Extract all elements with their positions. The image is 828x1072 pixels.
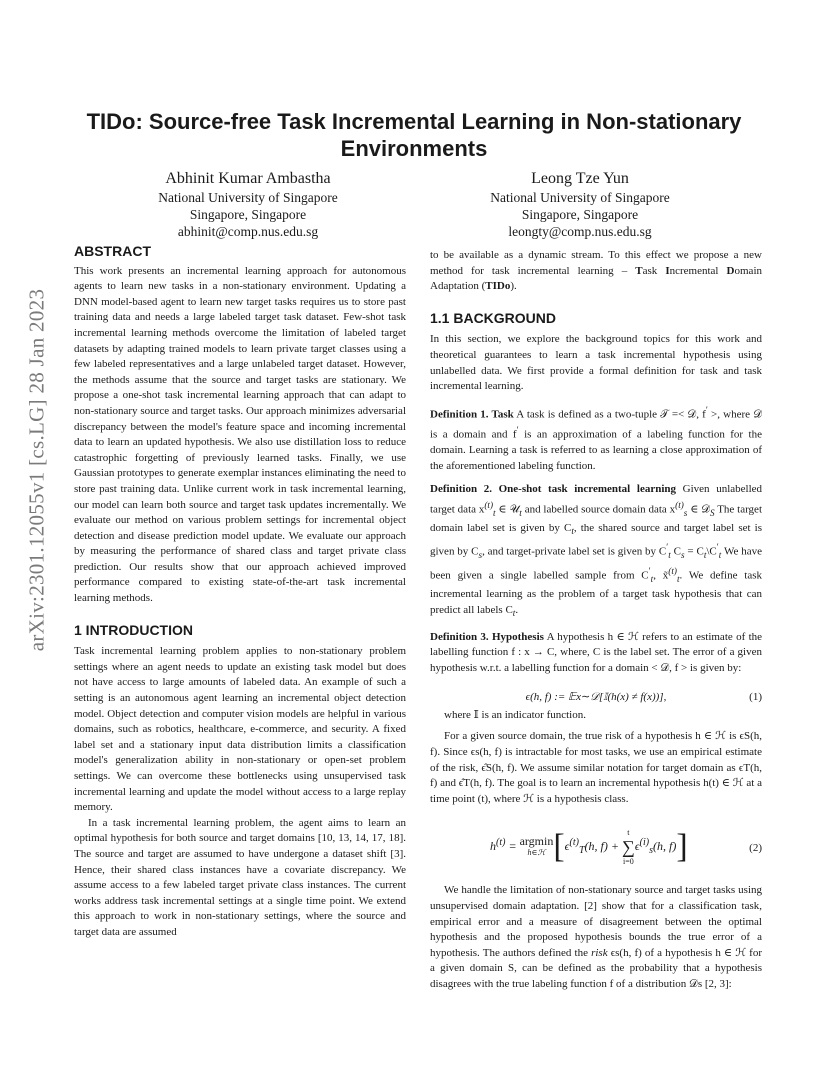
- introduction-heading: 1 INTRODUCTION: [74, 621, 193, 638]
- final-paragraph: We handle the limitation of non-stationary source and target tasks using unsupervised domain adaptation. [2] show that for a classification task, empirical error and a measure of disagreement between the optimal hypothesis and the proposed hypothesis bounds the true error of a hypothesis. The authors defined the risk ϵs(h, f) of a hypothesis h ∈ ℋ for a given domain S, can be defined as the probability that a hypothesis disagrees with the true labeling function f of a distribution 𝒟s [2, 3]:: [430, 884, 762, 990]
- right-column: [430, 248, 762, 993]
- intro-paragraph-1: Task incremental learning problem applies to non-stationary problem settings where an agent needs to update an existing task model but does not have access to large amounts of labeled data. An example of such a setting is an autonomous agent learning an incremental object detection model. Object detection and computer vision models are helpful in various domains, such as robotics, healthcare, e-commerce, and security. A fixed label set and a stationary input data distribution limits a classification model's generalization ability in non-stationary or open-set problem settings. We can overcome these bottlenecks using unsupervised task incremental learning and update the model without access to a large replay memory.: [74, 645, 406, 814]
- paper-title: TIDo: Source-free Task Incremental Learning in Non-stationary Environments: [86, 109, 742, 161]
- definition-2: Definition 2. One-shot task incremental learning Given unlabelled target data $x^{(t)}_t$ ∈ 𝒰$_t$ and labelled source domain data $x^{(t)}_s$ ∈ 𝒟$_S$ The target domain label set is given by $C_t$, the shared source and target label set is given by $C_s$, and target-private label set is given by $C'_t$ $C_s$ = $C_t\backslash C'_t$ We have been given a single labelled sample from $C'_t$, x̃$^{(t)}_t$. We define task incremental learning as the problem of a target task hypothesis that can predict all labels $C_t$.: [430, 483, 763, 618]
- equation-1-number: (1): [749, 691, 762, 704]
- author-affiliation: National University of Singapore: [158, 190, 338, 205]
- author-name: Leong Tze Yun: [531, 170, 629, 187]
- author-block-2: [450, 168, 710, 240]
- equation-1-note: where 𝕀 is an indicator function.: [444, 708, 586, 721]
- definition-1: Definition 1. Task A task is defined as a two-tuple 𝒯 =< 𝒟, f′ >, where 𝒟 is a domain and f′ is an approximation of a labeling function for the domain. Learning a task is referred to as learning a close approximation of the aforementioned labeling function.: [430, 404, 762, 472]
- equation-1-body: ϵ(h, f) := 𝔼x∼𝒟[𝕀(h(x) ≠ f(x))],: [525, 691, 667, 704]
- equation-2-number: (2): [749, 842, 762, 855]
- left-column: [74, 244, 406, 941]
- equation-2-body: $h^{(t)} = argmin$ h∈ℋ [$\epsilon^{(t)}_T(h$, f) + t ∑ i=0 $\epsilon^{(i)}_s(h$, f)]: [490, 828, 688, 867]
- arxiv-identifier-text: arXiv:2301.12055v1 [cs.LG] 28 Jan 2023: [24, 288, 49, 652]
- author-affiliation: National University of Singapore: [490, 190, 670, 205]
- risk-paragraph: For a given source domain, the true risk of a hypothesis h ∈ ℋ is ϵS(h, f). Since ϵs(h, f) is intractable for most tasks, we use an empirical estimate of the risk, ϵ̂S(h, f). We assume similar notation for target domain as ϵT(h, f) and ϵ̂T(h, f). The goal is to learn an incremental hypothesis h(t) ∈ ℋ at a time point (t), where ℋ is a hypothesis class.: [430, 730, 762, 805]
- author-block-1: [118, 168, 378, 240]
- background-heading: 1.1 BACKGROUND: [430, 309, 557, 326]
- author-location: Singapore, Singapore: [189, 207, 307, 222]
- author-email: abhinit@comp.nus.edu.sg: [177, 224, 319, 239]
- abstract-text: This work presents an incremental learning approach for autonomous agents to learn new tasks in a non-stationary environment. Updating a DNN model-based agent to learn new target tasks requires us to store past training data and needs a large labeled target task dataset. Few-shot task incremental learning methods overcome the limitation of labeled target datasets by adapting trained models to learn private target classes using a few labeled representatives and a large unlabeled target dataset. However, the methods assume that the source and target tasks are stationary. We propose a one-shot task incremental learning approach that can adapt to non-stationary source and target tasks. Our approach minimizes adversarial discrepancy between the model's feature space and incoming incremental data to learn an updated hypothesis. We also use distillation loss to reduce catastrophic forgetting of previously learned tasks. Finally, we use Gaussian prototypes to generate exemplar instances eliminating the need to store past training data. Unlike current work in task incremental learning, our model can learn both source and target task updates incrementally. We evaluate our method on various problem settings for incremental object detection and disease prediction model update. We evaluate our approach by measuring the performance of shared class and target private class prediction. Our results show that our approach achieved improved performance compared to existing state-of-the-art task incremental learning methods.: [74, 264, 406, 605]
- author-location: Singapore, Singapore: [521, 207, 639, 222]
- author-email: leongty@comp.nus.edu.sg: [508, 224, 652, 239]
- intro-continuation: to be available as a dynamic stream. To this effect we propose a new method for task incremental learning – Task Incremental Domain Adaptation (TIDo).: [430, 249, 762, 293]
- abstract-heading: ABSTRACT: [74, 243, 151, 259]
- arxiv-identifier: [22, 240, 52, 700]
- definition-3: Definition 3. Hypothesis A hypothesis h ∈ ℋ refers to an estimate of the labelling function f : x → C, where, C is the label set. The error of a given hypothesis w.r.t. a labelling function for a domain < 𝒟, f > is given by:: [430, 630, 763, 674]
- author-name: Abhinit Kumar Ambastha: [165, 170, 331, 187]
- equation-1: [430, 690, 762, 706]
- intro-paragraph-2: In a task incremental learning problem, the agent aims to learn an optimal hypothesis for both source and target domains [10, 13, 14, 17, 18]. The source and target are assumed to have undergone a dataset shift [3]. Hence, their shared class instances have a covariate discrepancy. We assume access to a few labeled target private class instances. The current works address task incremental settings at a single time point. We extend this approach to work in non-stationary settings, where the source and target data are assumed: [74, 816, 406, 938]
- background-text: In this section, we explore the background topics for this work and theoretical guarantees to learn a task incremental hypothesis using unlabelled data. We first provide a formal definition for task and task incremental learning.: [430, 333, 762, 393]
- equation-2: [430, 821, 762, 879]
